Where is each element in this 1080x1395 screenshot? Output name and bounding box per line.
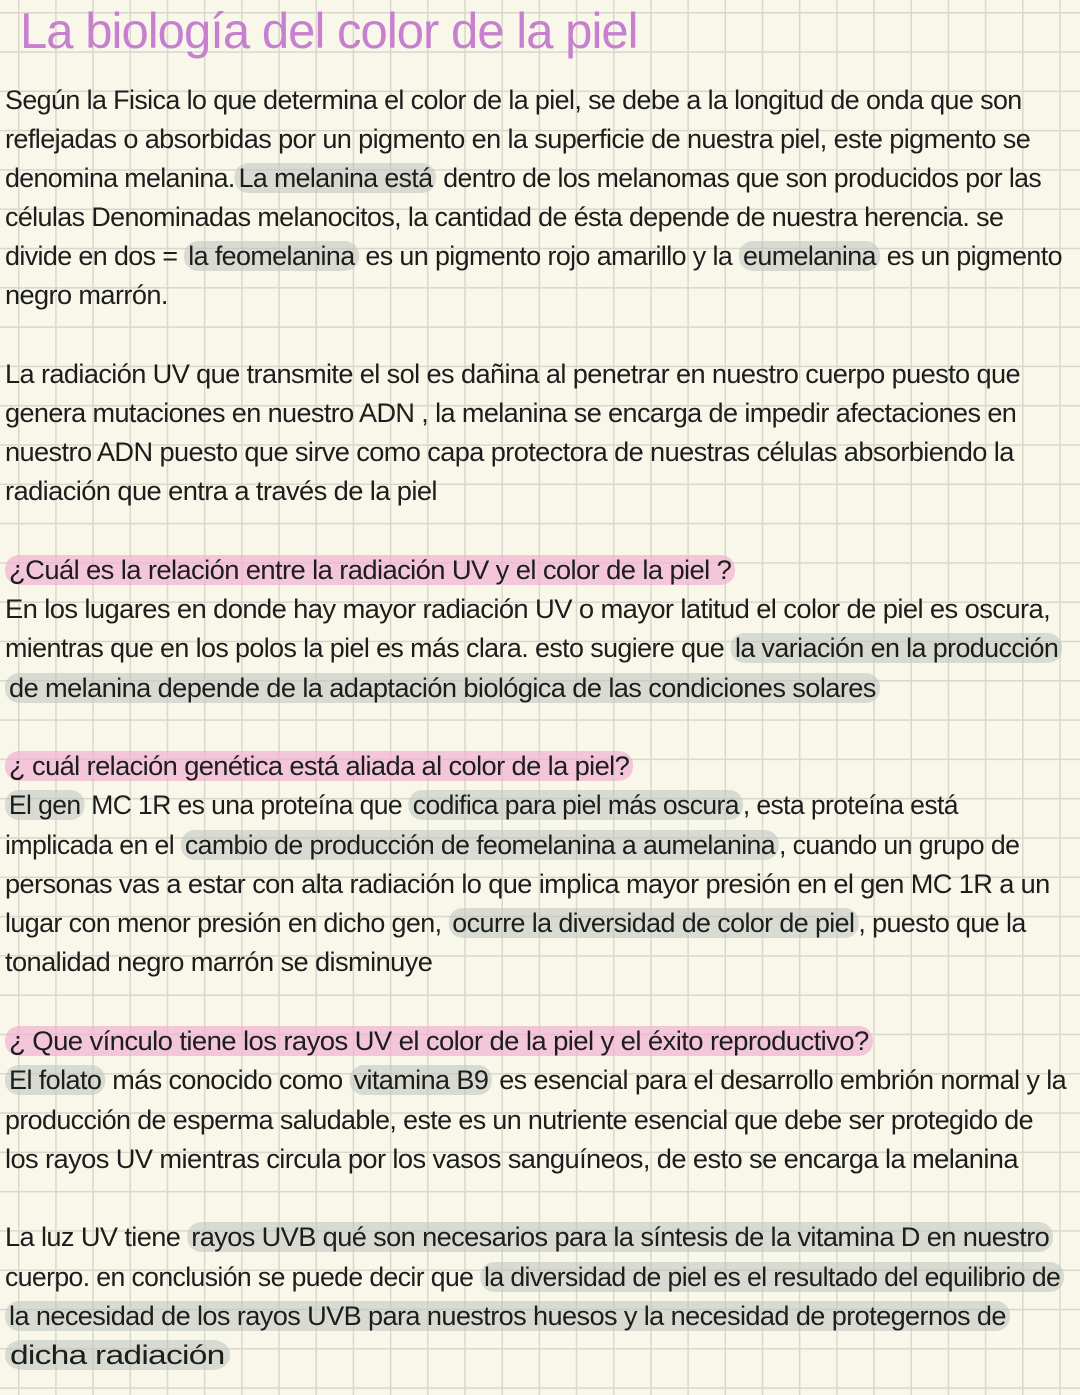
text-line	[5, 356, 1020, 392]
text-segment: negro marrón.	[5, 280, 168, 310]
text-segment: células Denominadas melanocitos, la cantidad de ésta depende de nuestra herencia. se	[5, 202, 1004, 232]
text-segment: más conocido como	[105, 1065, 350, 1095]
text-line	[5, 434, 1014, 470]
highlighted-text: vitamina B9	[350, 1065, 493, 1095]
text-line	[5, 748, 633, 784]
text-segment: , puesto que la	[858, 908, 1026, 938]
text-segment: tonalidad negro marrón se disminuye	[5, 947, 433, 977]
text-line	[5, 473, 437, 509]
text-line	[5, 827, 1019, 863]
highlighted-text: cambio de producción de feomelanina a aumelanina	[181, 830, 779, 860]
text-line	[5, 630, 1062, 666]
highlighted-text: ¿Cuál es la relación entre la radiación UV y el color de la piel ?	[5, 555, 735, 585]
text-line	[5, 1141, 1018, 1177]
highlighted-text: ¿ cuál relación genética está aliada al color de la piel?	[5, 751, 633, 781]
text-segment: MC 1R es una proteína que	[84, 790, 409, 820]
text-line	[5, 277, 168, 313]
text-line	[5, 199, 1003, 235]
text-segment: denomina melanina.	[5, 163, 235, 193]
text-segment: mientras que en los polos la piel es más clara. esto sugiere que	[5, 633, 731, 663]
text-line	[5, 787, 958, 823]
text-line	[5, 591, 1050, 627]
highlighted-text: la variación en la producción	[731, 633, 1062, 663]
highlighted-text: dicha radiación	[5, 1340, 230, 1370]
text-line	[5, 866, 1050, 902]
text-line	[5, 1023, 873, 1059]
highlighted-text: rayos UVB qué son necesarios para la síntesis de la vitamina D en nuestro	[187, 1222, 1053, 1252]
text-segment: es esencial para el desarrollo embrión normal y la	[492, 1065, 1067, 1095]
text-segment: genera mutaciones en nuestro ADN , la melanina se encarga de impedir afectaciones en	[5, 398, 1017, 428]
text-line	[5, 395, 1016, 431]
text-segment: divide en dos =	[5, 241, 185, 271]
text-segment: dentro de los melanomas que son producidos por las	[436, 163, 1042, 193]
highlighted-text: de melanina depende de la adaptación biológica de las condiciones solares	[5, 673, 880, 703]
text-segment: es un pigmento	[879, 241, 1062, 271]
text-line	[5, 1062, 1066, 1098]
highlighted-text: la diversidad de piel es el resultado del equilibrio de	[480, 1262, 1064, 1292]
text-segment: radiación que entra a través de la piel	[5, 476, 437, 506]
highlighted-text: La melanina está	[235, 163, 437, 193]
highlighted-text: codifica para piel más oscura	[409, 790, 743, 820]
text-line	[5, 1337, 230, 1373]
highlighted-text: El folato	[5, 1065, 105, 1095]
text-line	[5, 670, 880, 706]
text-line	[5, 238, 1062, 274]
highlighted-text: la necesidad de los rayos UVB para nuestros huesos y la necesidad de protegernos de	[5, 1301, 1010, 1331]
text-line	[5, 1259, 1064, 1295]
highlighted-text: ocurre la diversidad de color de piel	[448, 908, 858, 938]
text-segment: lugar con menor presión en dicho gen,	[5, 908, 449, 938]
highlighted-text: la feomelanina	[184, 241, 358, 271]
text-segment: La luz UV tiene	[5, 1222, 188, 1252]
text-segment: , cuando un grupo de	[778, 830, 1020, 860]
text-segment: personas vas a estar con alta radiación lo que implica mayor presión en el gen MC 1R a un	[5, 869, 1050, 899]
highlighted-text: ¿ Que vínculo tiene los rayos UV el color de la piel y el éxito reproductivo?	[5, 1026, 873, 1056]
text-line	[5, 905, 1026, 941]
text-line	[5, 121, 1030, 157]
text-line	[5, 1219, 1053, 1255]
page-title: La biología del color de la piel	[20, 3, 638, 59]
text-line	[5, 1298, 1010, 1334]
text-segment: La radiación UV que transmite el sol es dañina al penetrar en nuestro cuerpo puesto que	[5, 359, 1020, 389]
highlighted-text: eumelanina	[739, 241, 880, 271]
text-segment: los rayos UV mientras circula por los vasos sanguíneos, de esto se encarga la melanina	[5, 1144, 1018, 1174]
text-segment: cuerpo. en conclusión se puede decir que	[5, 1262, 481, 1292]
text-segment: producción de esperma saludable, este es un nutriente esencial que debe ser protegido de	[5, 1105, 1033, 1135]
text-line	[5, 160, 1041, 196]
text-line	[5, 552, 735, 588]
highlighted-text: El gen	[5, 790, 84, 820]
text-segment: nuestro ADN puesto que sirve como capa protectora de nuestras células absorbiendo la	[5, 437, 1014, 467]
text-line	[5, 82, 1022, 118]
text-line	[5, 1102, 1033, 1138]
text-line	[5, 944, 432, 980]
text-segment: reflejadas o absorbidas por un pigmento en la superficie de nuestra piel, este pigmento se	[5, 124, 1031, 154]
text-segment: implicada en el	[5, 830, 181, 860]
text-segment: Según la Fisica lo que determina el color de la piel, se debe a la longitud de onda que son	[5, 85, 1022, 115]
text-segment: es un pigmento rojo amarillo y la	[358, 241, 740, 271]
text-segment: , esta proteína está	[742, 790, 958, 820]
text-segment: En los lugares en donde hay mayor radiación UV o mayor latitud el color de piel es oscura,	[5, 594, 1051, 624]
